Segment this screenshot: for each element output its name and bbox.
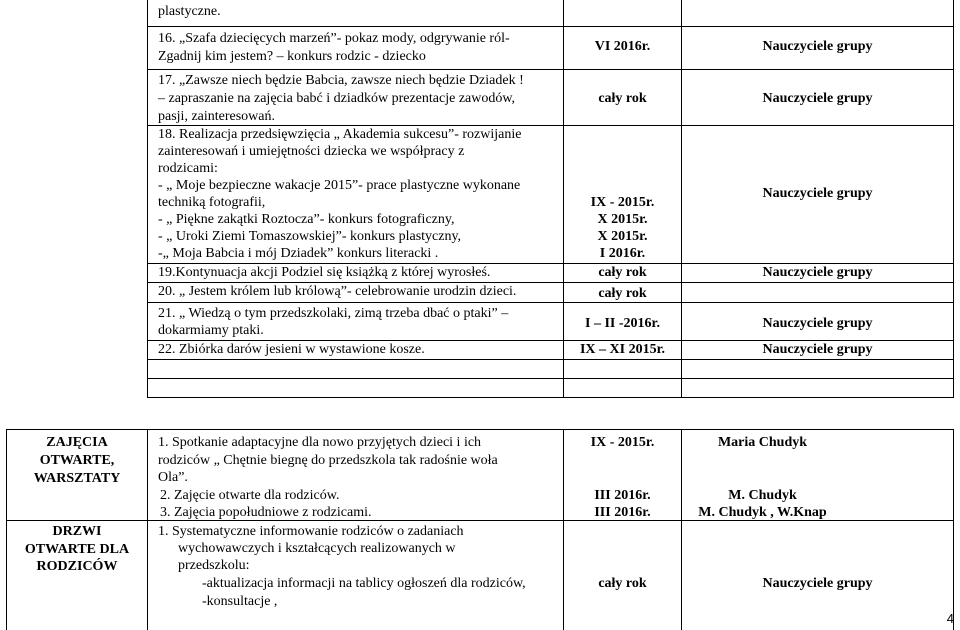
row16-line2: Zgadnij kim jestem? – konkurs rodzic - dziecko (158, 49, 426, 64)
row16-who: Nauczyciele grupy (762, 39, 873, 54)
row21-line2: dokarmiamy ptaki. (158, 323, 264, 338)
row18-line5: techniką fotografii, (158, 195, 266, 210)
section2-who: Nauczyciele grupy (762, 576, 873, 591)
section2-line4: -aktualizacja informacji na tablicy ogłoszeń dla rodziców, (202, 576, 526, 591)
row18-line1: 18. Realizacja przedsięwzięcia „ Akademia sukcesu”- rozwijanie (158, 127, 522, 142)
row22-date: IX – XI 2015r. (579, 342, 666, 357)
row18-date1: IX - 2015r. (590, 195, 655, 210)
row18-line6: - „ Piękne zakątki Roztocza”- konkurs fotograficzny, (158, 212, 455, 227)
row22-text: 22. Zbiórka darów jesieni w wystawione kosze. (158, 342, 425, 357)
section1-date2: III 2016r. (594, 488, 651, 503)
row17-line1: 17. „Zawsze niech będzie Babcia, zawsze niech będzie Dziadek ! (158, 73, 524, 88)
row18-line8: -„ Moja Babcia i mój Dziadek” konkurs literacki . (158, 246, 439, 261)
section1-date3: III 2016r. (594, 505, 651, 520)
row18-line3: rodzicami: (158, 161, 218, 176)
row20-date: cały rok (598, 286, 647, 301)
row19-date: cały rok (598, 265, 647, 280)
row18-line7: - „ Uroki Ziemi Tomaszowskiej”- konkurs plastyczny, (158, 229, 462, 244)
row21-who: Nauczyciele grupy (762, 316, 873, 331)
row19-text: 19.Kontynuacja akcji Podziel się książką z której wyrosłeś. (158, 265, 491, 280)
row16-line1: 16. „Szafa dziecięcych marzeń”- pokaz mody, odgrywanie ról- (158, 31, 510, 46)
section2-line5: -konsultacje , (202, 594, 278, 609)
section2-label-line3: RODZICÓW (36, 559, 118, 574)
row21-date: I – II -2016r. (585, 316, 660, 331)
section2-label-line2: OTWARTE DLA (24, 542, 130, 557)
section2-line1: 1. Systematyczne informowanie rodziców o zadaniach (158, 524, 464, 539)
section1-item2: 2. Zajęcie otwarte dla rodziców. (160, 488, 340, 503)
row18-line2: zainteresowań i umiejętności dziecka we współpracy z (158, 144, 465, 159)
section2-date: cały rok (598, 576, 647, 591)
section1-label-line1: ZAJĘCIA (46, 435, 108, 450)
section1-line1: 1. Spotkanie adaptacyjne dla nowo przyjętych dzieci i ich (158, 435, 482, 450)
section1-who2: M. Chudyk (728, 488, 797, 503)
row18-date2: X 2015r. (597, 212, 648, 227)
section2-line2: wychowawczych i kształcących realizowanych w (178, 541, 456, 556)
row17-line2: – zapraszanie na zajęcia babć i dziadków prezentacje zawodów, (158, 91, 516, 106)
row18-who: Nauczyciele grupy (762, 186, 873, 201)
section1-label-line2: OTWARTE, (39, 453, 115, 468)
section1-line2: rodziców „ Chętnie biegnę do przedszkola tak radośnie woła (158, 453, 498, 468)
section1-item3: 3. Zajęcia popołudniowe z rodzicami. (160, 505, 372, 520)
row17-line3: pasji, zainteresowań. (158, 109, 276, 124)
row18-line4: - „ Moje bezpieczne wakacje 2015”- prace plastyczne wykonane (158, 178, 521, 193)
section1-date: IX - 2015r. (590, 435, 655, 450)
section2-line3: przedszkolu: (178, 558, 250, 573)
section1-who3: M. Chudyk , W.Knap (698, 505, 827, 520)
row18-date4: I 2016r. (599, 246, 646, 261)
row17-who: Nauczyciele grupy (762, 91, 873, 106)
section1-label-line3: WARSZTATY (33, 471, 121, 486)
section1-who: Maria Chudyk (717, 435, 808, 450)
row21-line1: 21. „ Wiedzą o tym przedszkolaki, zimą trzeba dbać o ptaki” – (158, 306, 509, 321)
row22-who: Nauczyciele grupy (762, 342, 873, 357)
carry-text: plastyczne. (158, 4, 221, 19)
section1-line3: Ola”. (158, 470, 188, 485)
section2-label-line1: DRZWI (52, 524, 102, 539)
row18-date3: X 2015r. (597, 229, 648, 244)
page-number: 4 (946, 611, 954, 626)
row19-who: Nauczyciele grupy (762, 265, 873, 280)
row17-date: cały rok (598, 91, 647, 106)
row16-date: VI 2016r. (594, 39, 651, 54)
row20-text: 20. „ Jestem królem lub królową”- celebrowanie urodzin dzieci. (158, 284, 517, 299)
